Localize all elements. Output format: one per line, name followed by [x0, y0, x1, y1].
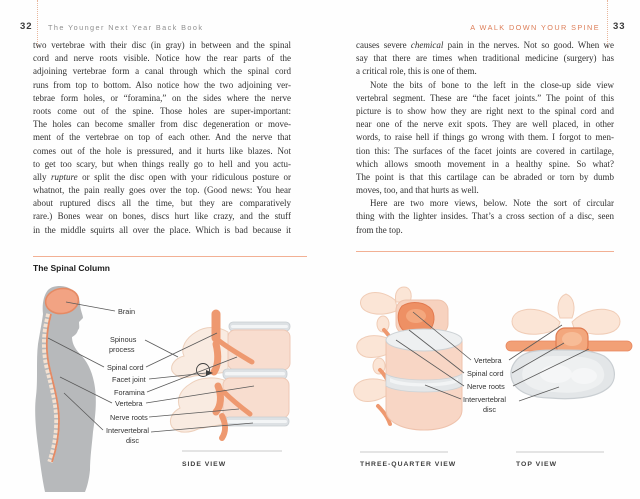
label-spinal-cord: Spinal cord [467, 369, 504, 378]
top-view-illustration [506, 294, 632, 399]
body-text-line: picture is to show how they are right next to the spinal cord and [356, 105, 614, 116]
label-facet-joint: Facet joint [112, 375, 146, 384]
body-text-line: say that there are times when traditional medicine (surgery) has [356, 53, 614, 64]
left-running-header: The Younger Next Year Back Book [48, 23, 204, 32]
label-foramina: Foramina [114, 388, 145, 397]
label-nerve-roots: Nerve roots [110, 413, 148, 422]
body-text-line: Note the bits of bone to the left in the close-up side view [370, 79, 614, 90]
section-rule [33, 256, 307, 257]
body-text-line: comes out of the hole is pressured, and it hurts like blazes. Not [33, 145, 291, 156]
body-text-line: a critical role, this is one of them. [356, 66, 477, 77]
label-intervertebral-disc: Intervertebral [106, 426, 149, 435]
body-text-line: to get too scary, but when things really go to hell and you actu- [33, 158, 291, 169]
body-text-line: Here are two more views, below. Note the sort of circular [370, 198, 614, 209]
caption-three-quarter-view: THREE-QUARTER VIEW [360, 461, 457, 468]
label-nerve-roots: Nerve roots [467, 382, 505, 391]
label-vertebra: Vertebra [474, 356, 502, 365]
label-spinous-process: process [109, 345, 135, 354]
label-intervertebral-disc: Intervertebral [463, 395, 506, 404]
figure-title: The Spinal Column [33, 263, 110, 273]
body-text-line: The holes can become smaller from disc degeneration or move- [33, 119, 291, 130]
right-page-number: 33 [613, 21, 626, 32]
body-text-line: rare.) Bones wear on bones, discs hurt like crazy, and the stuff [33, 211, 291, 222]
label-intervertebral-disc: disc [126, 436, 139, 445]
body-text-line: two vertebrae with their disc (in gray) in between and the spinal [33, 40, 291, 50]
body-text-line: thing with the lighter insides. That’s a cross section of a disc, seen [356, 211, 614, 222]
body-text-line: causes severe chemical pain in the nerves. Not so good. When we [356, 40, 614, 50]
body-text-line: which allows smooth movement in a healthy spine. So what? [356, 158, 614, 169]
right-running-header: A WALK DOWN YOUR SPINE [470, 23, 600, 32]
body-text-line: runs from top to bottom. Also notice how the two adjoining ver- [33, 79, 291, 90]
label-intervertebral-disc: disc [483, 405, 496, 414]
right-body-text [356, 39, 614, 237]
body-text-line: from the top. [356, 224, 403, 235]
label-spinous-process: Spinous [110, 335, 137, 344]
body-text-line: adjoining vertebrae form a canal through which the spinal cord [33, 66, 291, 77]
body-silhouette-illustration [35, 286, 96, 492]
caption-top-view: TOP VIEW [516, 461, 557, 468]
caption-side-view: SIDE VIEW [182, 461, 227, 468]
body-text-line: whatnot, the pain really goes over the top. (Good news: You hear [33, 185, 291, 196]
body-text-line: moves, too, and that hurts as well. [356, 185, 479, 196]
body-text-line: roots come out of the spine. Those holes are super-important: [33, 105, 291, 116]
label-vertebra: Vertebra [115, 399, 143, 408]
spinal-column-figure [0, 280, 320, 499]
label-spinal-cord: Spinal cord [107, 363, 144, 372]
body-text-line: about ruptured discs all the time, but they are comparatively [33, 198, 291, 209]
body-text-line: cord and nerve roots visible. Notice how the rear parts of the [33, 53, 291, 64]
body-text-line: ment of the vertebrae on top of each other. And the nerve that [33, 132, 291, 143]
vertebra-views-figure [330, 285, 640, 499]
body-text-line: vertebral segment. These are “the facet joints.” The point of this [356, 92, 614, 103]
label-brain: Brain [118, 307, 136, 316]
body-text-line: words, to raise hell if things go wrong with them. I forgot to men- [356, 132, 614, 143]
body-text-line: ally rupture or split the disc open with your ridiculous posture or [33, 171, 291, 182]
body-text-line: tion this: The surfaces of the facet joints are covered in cartilage, [356, 145, 614, 156]
left-page-number: 32 [20, 21, 33, 32]
body-text-line: tebrae form holes, or “foramina,” on the sides where the nerve [33, 92, 291, 103]
section-rule [356, 251, 614, 252]
body-text-line: The point is that this cartilage can be abraded or torn by dumb [356, 171, 614, 182]
body-text-line: in the middle squirts all over the place. Which is bad because it [33, 224, 291, 235]
vertebral-body-upper [228, 330, 290, 370]
left-body-text [33, 39, 291, 237]
body-text-line: near one of the nerve exit spots. They are well placed, in other [356, 119, 614, 130]
